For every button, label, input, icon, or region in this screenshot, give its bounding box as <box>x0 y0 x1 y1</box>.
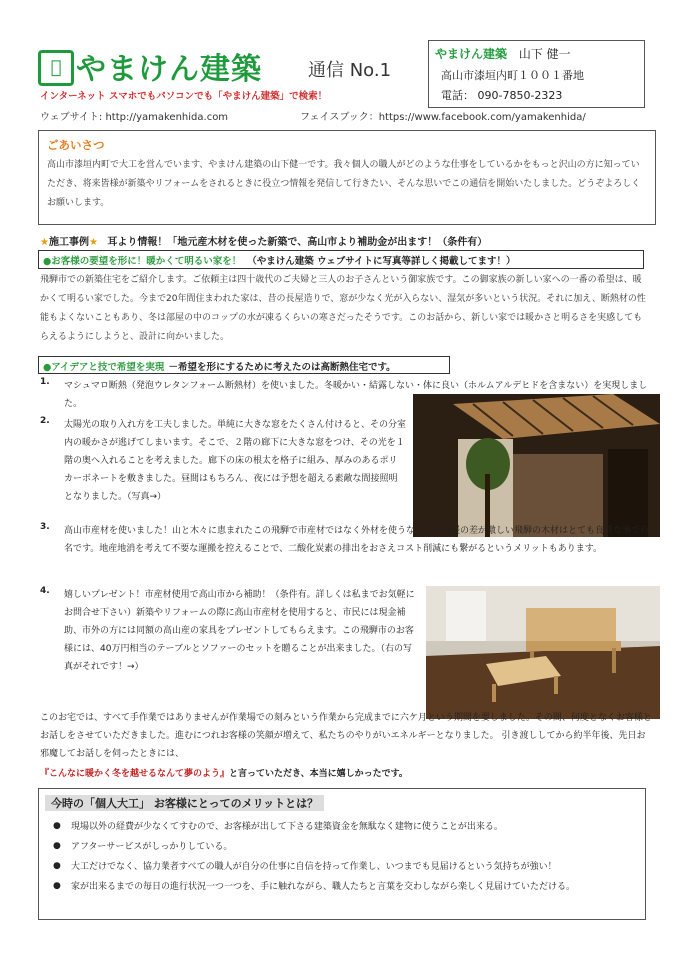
greeting-box <box>38 130 656 225</box>
contact-company: やまけん建築 <box>435 47 508 61</box>
case-study-headline-text: 耳より情報！「地元産木材を使った新築で、高山市より補助金が出ます！（条件有） <box>107 237 488 248</box>
bullet-icon: ● <box>53 841 61 851</box>
merit-item: アフターサービスがしっかりしている。 <box>71 842 233 852</box>
list-number: 4. <box>40 586 50 596</box>
contact-phone: 電話： 090-7850-2323 <box>441 89 563 102</box>
greeting-body: 高山市漆垣内町で大工を営んでいます、やまけん建築の山下健一です。我々個人の職人がどのような仕事をしているかをもっと沢山の方に知っていただき、将来皆様が新築やリフォームをされるときに役立つ情報を発信して行きたい、そんな思いでこの通信を開始いたしました。どうぞよろしくお願いします。 <box>47 160 641 208</box>
star-icon: ★ <box>40 237 49 248</box>
request-note: （やまけん建築 ウェブサイトに写真等詳しく掲載してます！） <box>247 256 516 267</box>
merits-title: 今時の「個人大工」 お客様にとってのメリットとは？ <box>45 795 324 811</box>
idea-heading: ●アイデアと技で希望を実現 <box>43 362 165 373</box>
list-item: 嬉しいプレゼント！市産材使用で高山市から補助！（条件有。詳しくは私までお気軽にお問合せ下さい）新築やリフォームの際に高山市産材を使用すると、市民には現金補助、市外の方には同額の高山産の家具をプレゼントしてもらえます。この飛騨市のお客様には、40万円相当のテーブルとソファーのセットを贈ることが出来ました。（右の写真がそれです！→） <box>64 590 415 672</box>
list-number: 2. <box>40 416 50 426</box>
case-study-paragraph: 飛騨市での新築住宅をご紹介します。ご依頼主は四十歳代のご夫婦と三人のお子さんという御家族です。この御家族の新しい家への一番の希望は、暖かくて明るい家でした。今まで20年間住まわれた家は、昔の長屋造りで、窓が少なく光が入らない、湿気が多いという状況。それに加え、断熱材の性能もよくないこともあり、冬は部屋の中のコップの水が凍るくらいの寒さだったそうです。このお話から、新しい家では暖かさと明るさを実感してもらえるようにしようと、設計に向かいました。 <box>40 275 646 342</box>
star-icon: ★ <box>88 237 98 248</box>
furniture-photo <box>426 586 660 719</box>
customer-quote: 『こんなに暖かく冬を越せるなんて夢のよう』 <box>40 769 230 779</box>
merit-item: 家が出来るまでの毎日の進行状況一つ一つを、手に触れながら、職人たちと言葉を交わしながら楽しく見届けていただける。 <box>71 882 576 892</box>
list-item: 高山市産材を使いました！山と木々に恵まれたこの飛騨で市産材ではなく外材を使うなんて！寒暖の差が激しい飛騨の木材はとても良質な事で有名です。地産地消を考えて不要な運搬を控えることで、二酸化炭素の排出をおさえコスト削減にも繋がるというメリットもあります。 <box>64 526 650 554</box>
case-study-headline <box>40 233 650 248</box>
bullet-icon: ● <box>53 861 61 871</box>
interior-photo-lighting <box>413 394 660 537</box>
contact-person: 山下 健一 <box>518 47 571 61</box>
brand-title: やまけん建築 <box>76 52 262 87</box>
interior-photo-image <box>413 394 660 537</box>
request-heading: ●お客様の要望を形に！暖かくて明るい家を！ <box>43 256 242 267</box>
issue-number: 通信 No.1 <box>308 60 392 81</box>
contact-name-line <box>435 45 571 62</box>
contact-box <box>428 40 645 108</box>
list-item: マシュマロ断熱（発泡ウレタンフォーム断熱材）を使いました。冬暖かい・結露しない・体に良い（ホルムアルデヒドを含まない）を実現しました。 <box>64 381 648 409</box>
list-item: 太陽光の取り入れ方を工夫しました。単純に大きな窓をたくさん付けると、その分室内の暖かさが逃げてしまいます。そこで、２階の廊下に大きな窓をつけ、その光を１階の奥へ入れることを考えました。廊下の床の根太を格子に組み、厚みのあるポリカーボネートを敷きました。昼間はもちろん、夜には予想を超える素敵な間接照明となりました。（写真→） <box>64 420 407 502</box>
request-heading-box <box>38 250 644 269</box>
company-logo-mark: 𬩻 <box>38 50 74 86</box>
greeting-title: ごあいさつ <box>47 138 105 152</box>
contact-address: 高山市漆垣内町１００１番地 <box>441 69 584 82</box>
idea-note: －希望を形にするために考えたのは高断熱住宅です。 <box>168 362 396 373</box>
search-tagline: インターネット スマホでもパソコンでも「やまけん建築」で検索！ <box>40 91 328 102</box>
merit-item: 現場以外の経費が少なくてすむので、お客様が出して下さる建築資金を無駄なく建物に使うことが出来る。 <box>71 822 503 832</box>
idea-heading-box <box>38 356 450 374</box>
quote-line <box>40 765 652 783</box>
case-study-label: 施工事例 <box>48 237 89 248</box>
closing-text: このお宅では、すべて手作業ではありませんが作業場での刻みという作業から完成までに六ケ月という期間を要しました。その間、何度となくお客様とお話しをさせていただきました。進むにつれお客様の笑顔が増えて、私たちのやりがいエネルギーとなりました。 引き渡ししてから約半年後、先日お邪魔してお話しを伺ったときには、 <box>40 713 652 759</box>
list-number: 1. <box>40 377 50 387</box>
facebook-link[interactable]: フェイスブック：https://www.facebook.com/yamakenhida/ <box>300 112 586 123</box>
merit-item: 大工だけでなく、協力業者すべての職人が自分の仕事に自信を持って作業し、いつまでも見届けるという気持ちが強い！ <box>71 862 557 872</box>
website-link[interactable]: ウェブサイト: http://yamakenhida.com <box>40 112 229 123</box>
merits-box <box>38 788 646 920</box>
quote-tail: と言っていただき、本当に嬉しかったです。 <box>229 769 408 779</box>
closing-paragraph <box>40 709 652 763</box>
bullet-icon: ● <box>53 821 61 831</box>
list-number: 3. <box>40 522 50 532</box>
furniture-photo-image <box>426 586 660 719</box>
bullet-icon: ● <box>53 881 61 891</box>
